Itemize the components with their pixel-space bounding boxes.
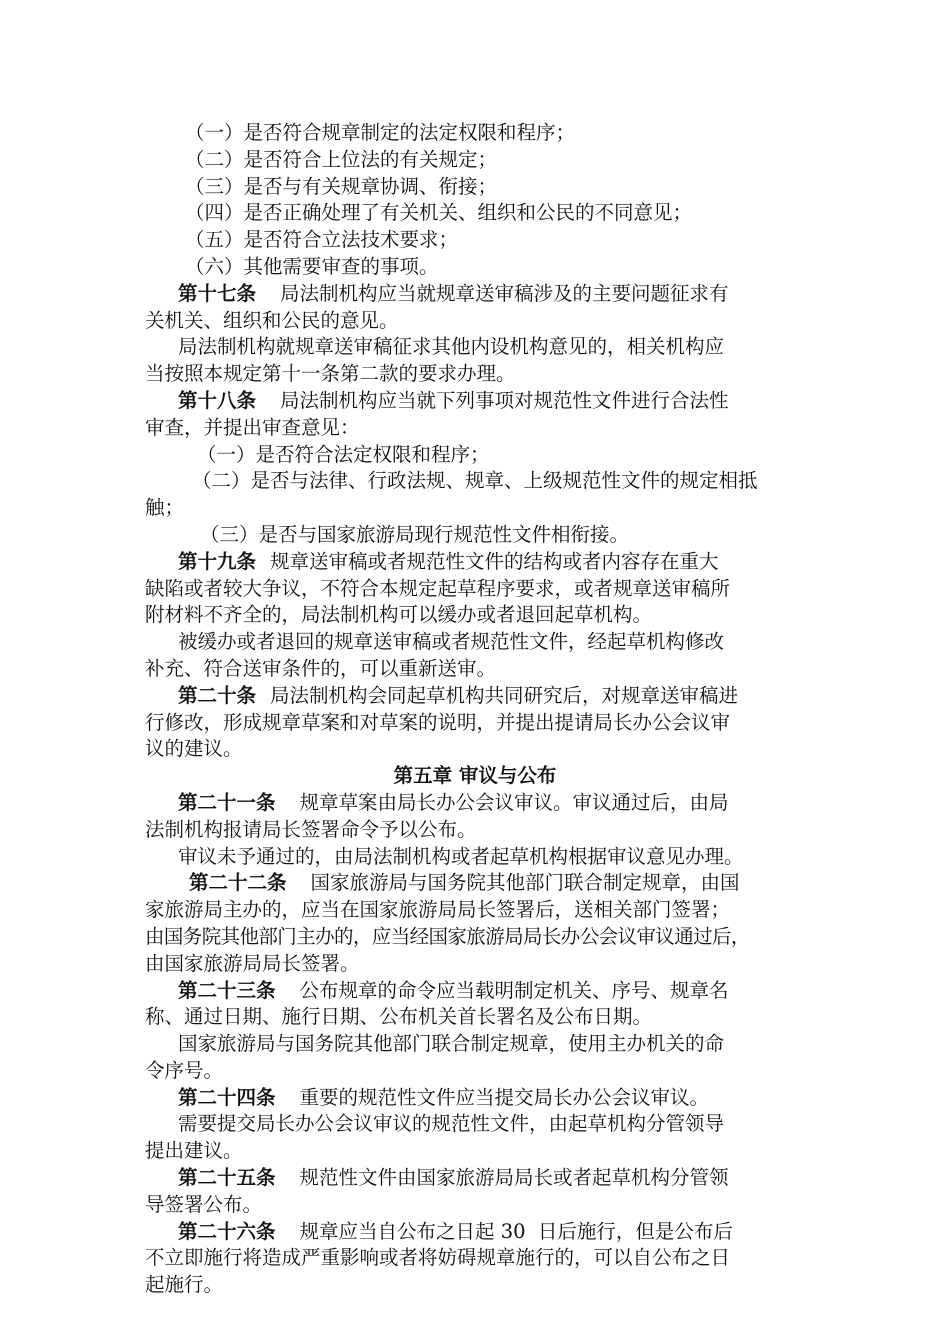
article-heading: 第二十六条 xyxy=(178,1219,276,1243)
list-item: 触； xyxy=(145,496,185,520)
article-heading: 第二十五条 xyxy=(178,1166,276,1190)
article-text: 国家旅游局与国务院其他部门联合制定规章，由国 xyxy=(310,871,740,895)
article-22-line xyxy=(145,870,805,897)
article-text: 公布规章的命令应当载明制定机关、序号、规章名 xyxy=(299,978,729,1002)
paragraph-text: 提出建议。 xyxy=(145,1139,243,1163)
article-18-line xyxy=(145,388,805,415)
article-text: 局法制机构应当就下列事项对规范性文件进行合法性 xyxy=(280,388,729,412)
paragraph-text: 当按照本规定第十一条第二款的要求办理。 xyxy=(145,362,516,386)
article-26-line xyxy=(145,1219,805,1246)
article-text: 缺陷或者较大争议，不符合本规定起草程序要求，或者规章送审稿所 xyxy=(145,576,731,600)
paragraph-text: 需要提交局长办公会议审议的规范性文件，由起草机构分管领导 xyxy=(178,1112,725,1136)
article-text: 规范性文件由国家旅游局局长或者起草机构分管领 xyxy=(299,1166,729,1190)
article-text: 导签署公布。 xyxy=(145,1192,263,1216)
paragraph-text: 局法制机构就规章送审稿征求其他内设机构意见的，相关机构应 xyxy=(178,335,725,359)
paragraph-text: 被缓办或者退回的规章送审稿或者规范性文件，经起草机构修改 xyxy=(178,630,725,654)
article-text: 议的建议。 xyxy=(145,737,243,761)
article-19-line xyxy=(145,549,805,576)
article-text: 规章应当自公布之日起 30 日后施行，但是公布后 xyxy=(299,1219,733,1243)
article-21-line xyxy=(145,790,805,817)
article-text: 起施行。 xyxy=(145,1273,224,1297)
article-text: 局法制机构会同起草机构共同研究后，对规章送审稿进 xyxy=(270,683,739,707)
list-item: （一）是否符合法定权限和程序； xyxy=(197,442,490,466)
article-heading: 第二十二条 xyxy=(189,871,287,895)
article-17-line xyxy=(145,281,805,308)
article-heading: 第二十条 xyxy=(178,683,257,707)
paragraph-text: 令序号。 xyxy=(145,1058,224,1082)
article-text: 重要的规范性文件应当提交局长办公会议审议。 xyxy=(299,1085,710,1109)
article-heading: 第十七条 xyxy=(178,281,257,305)
article-text: 家旅游局主办的，应当在国家旅游局局长签署后，送相关部门签署； xyxy=(145,898,731,922)
article-20-line xyxy=(145,683,805,710)
article-text: 由国家旅游局局长签署。 xyxy=(145,951,360,975)
document-page xyxy=(145,120,805,1299)
article-heading: 第二十一条 xyxy=(178,790,276,814)
article-text: 附材料不齐全的，局法制机构可以缓办或者退回起草机构。 xyxy=(145,603,653,627)
article-heading: 第十九条 xyxy=(178,549,257,573)
article-text: 审查，并提出审查意见： xyxy=(145,415,360,439)
article-text: 局法制机构应当就规章送审稿涉及的主要问题征求有 xyxy=(280,281,729,305)
article-25-line xyxy=(145,1165,805,1192)
list-item: （三）是否与国家旅游局现行规范性文件相衔接。 xyxy=(200,522,630,546)
article-23-line xyxy=(145,978,805,1005)
list-item: （四）是否正确处理了有关机关、组织和公民的不同意见； xyxy=(185,201,693,225)
article-text: 由国务院其他部门主办的，应当经国家旅游局局长办公会议审议通过后， xyxy=(145,924,750,948)
article-text: 法制机构报请局长签署命令予以公布。 xyxy=(145,817,477,841)
article-text: 不立即施行将造成严重影响或者将妨碍规章施行的，可以自公布之日 xyxy=(145,1246,731,1270)
list-item: （一）是否符合规章制定的法定权限和程序； xyxy=(185,121,576,144)
list-item: （六）其他需要审查的事项。 xyxy=(185,254,439,278)
article-heading: 第二十三条 xyxy=(178,978,276,1002)
paragraph-text: 补充、符合送审条件的，可以重新送审。 xyxy=(145,656,497,680)
article-heading: 第十八条 xyxy=(178,388,257,412)
paragraph-text: 国家旅游局与国务院其他部门联合制定规章，使用主办机关的命 xyxy=(178,1032,725,1056)
chapter-heading: 第五章 审议与公布 xyxy=(393,764,557,788)
article-text: 规章送审稿或者规范性文件的结构或者内容存在重大 xyxy=(270,549,719,573)
article-24-line xyxy=(145,1085,805,1112)
article-text: 关机关、组织和公民的意见。 xyxy=(145,308,399,332)
article-text: 称、通过日期、施行日期、公布机关首长署名及公布日期。 xyxy=(145,1005,653,1029)
article-text: 行修改，形成规章草案和对草案的说明，并提出提请局长办公会议审 xyxy=(145,710,731,734)
list-item: （五）是否符合立法技术要求； xyxy=(185,228,459,252)
paragraph-text: 审议未予通过的，由局法制机构或者起草机构根据审议意见办理。 xyxy=(178,844,744,868)
list-item: （三）是否与有关规章协调、衔接； xyxy=(185,174,498,198)
article-text: 规章草案由局长办公会议审议。审议通过后，由局 xyxy=(299,790,729,814)
list-item: （二）是否与法律、行政法规、规章、上级规范性文件的规定相抵 xyxy=(192,469,758,493)
list-item: （二）是否符合上位法的有关规定； xyxy=(185,147,498,171)
article-heading: 第二十四条 xyxy=(178,1085,276,1109)
